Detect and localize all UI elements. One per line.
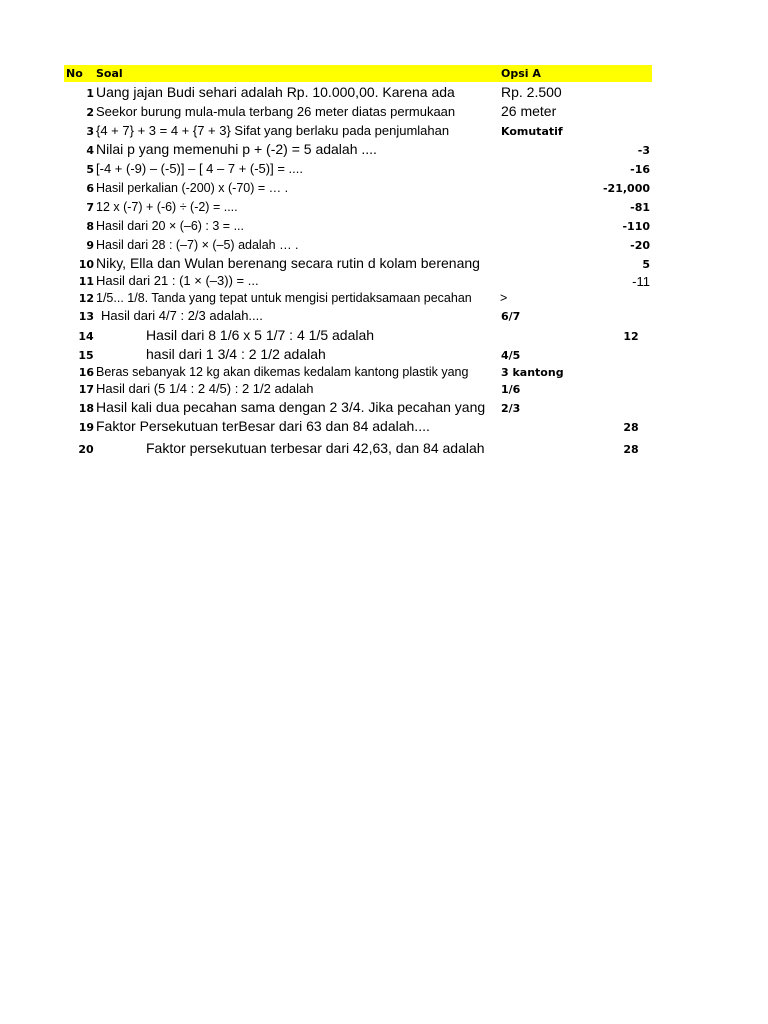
table-row <box>64 235 652 254</box>
option-a-cell[interactable]: -20 <box>630 239 650 252</box>
option-a-cell[interactable]: 3 kantong <box>501 366 564 379</box>
option-a-cell[interactable]: Rp. 2.500 <box>501 84 562 100</box>
row-number-cell[interactable]: 2 <box>86 106 94 119</box>
row-number-cell[interactable]: 18 <box>78 402 94 415</box>
header-opsi-a[interactable]: Opsi A <box>501 67 541 80</box>
row-number-cell[interactable]: 11 <box>78 275 94 288</box>
table-row <box>64 216 652 235</box>
question-cell[interactable]: Uang jajan Budi sehari adalah Rp. 10.000,00. Karena ada <box>96 84 455 100</box>
row-number-cell[interactable]: 7 <box>86 201 94 214</box>
question-cell[interactable]: 1/5... 1/8. Tanda yang tepat untuk mengisi pertidaksamaan pecahan <box>96 291 472 305</box>
row-number-cell[interactable]: 3 <box>86 125 94 138</box>
question-cell[interactable]: Faktor Persekutuan terBesar dari 63 dan 84 adalah.... <box>96 418 430 434</box>
header-soal[interactable]: Soal <box>96 67 123 80</box>
question-cell[interactable]: Hasil dari 28 : (–7) × (–5) adalah … . <box>96 238 299 252</box>
question-cell[interactable]: Hasil perkalian (-200) x (-70) = … . <box>96 181 289 195</box>
question-cell[interactable]: Seekor burung mula-mula terbang 26 meter diatas permukaan <box>96 104 456 119</box>
question-cell[interactable]: Beras sebanyak 12 kg akan dikemas kedalam kantong plastik yang <box>96 365 469 379</box>
option-a-cell[interactable]: 4/5 <box>501 349 521 362</box>
row-number-cell[interactable]: 16 <box>78 366 94 379</box>
question-cell[interactable]: Hasil dari 4/7 : 2/3 adalah.... <box>101 308 263 323</box>
option-a-cell[interactable]: 5 <box>642 258 650 271</box>
table-row <box>64 121 652 140</box>
table-row <box>64 102 652 121</box>
option-a-cell[interactable]: Komutatif <box>501 125 563 138</box>
row-number-cell[interactable]: 10 <box>78 258 94 271</box>
row-number-cell[interactable]: 1 <box>86 87 94 100</box>
table-row <box>64 436 652 458</box>
table-row <box>64 325 652 345</box>
table-row <box>64 140 652 159</box>
question-cell[interactable]: Hasil kali dua pecahan sama dengan 2 3/4. Jika pecahan yang <box>96 399 486 415</box>
option-a-cell[interactable]: 1/6 <box>501 383 521 396</box>
question-cell[interactable]: [-4 + (-9) – (-5)] – [ 4 – 7 + (-5)] = .... <box>96 161 303 176</box>
row-number-cell[interactable]: 4 <box>86 144 94 157</box>
table-row <box>64 197 652 216</box>
table-row <box>64 178 652 197</box>
table-row <box>64 417 652 436</box>
row-number-cell[interactable]: 5 <box>86 163 94 176</box>
spreadsheet <box>64 65 652 456</box>
row-number-cell[interactable]: 8 <box>86 220 94 233</box>
question-cell[interactable]: Hasil dari 8 1/6 x 5 1/7 : 4 1/5 adalah <box>146 327 375 343</box>
option-a-cell[interactable]: 6/7 <box>501 310 521 323</box>
table-row <box>64 398 652 417</box>
option-a-cell[interactable]: 28 <box>623 421 639 434</box>
row-number-cell[interactable]: 20 <box>78 443 94 456</box>
question-cell[interactable]: Niky, Ella dan Wulan berenang secara rutin d kolam berenang <box>96 255 480 271</box>
row-number-cell[interactable]: 17 <box>78 383 94 396</box>
row-number-cell[interactable]: 15 <box>78 349 94 362</box>
header-row <box>64 65 652 82</box>
question-cell[interactable]: {4 + 7} + 3 = 4 + {7 + 3} Sifat yang berlaku pada penjumlahan <box>96 123 450 138</box>
row-number-cell[interactable]: 19 <box>78 421 94 434</box>
option-a-cell[interactable]: -110 <box>622 220 650 233</box>
option-a-cell[interactable]: 12 <box>623 330 639 343</box>
question-cell[interactable]: hasil dari 1 3/4 : 2 1/2 adalah <box>146 346 326 362</box>
question-cell[interactable]: Faktor persekutuan terbesar dari 42,63, dan 84 adalah <box>146 440 485 456</box>
question-cell[interactable]: Hasil dari (5 1/4 : 2 4/5) : 2 1/2 adalah <box>96 381 314 396</box>
question-cell[interactable]: Hasil dari 21 : (1 × (–3)) = ... <box>96 273 259 288</box>
row-number-cell[interactable]: 14 <box>78 330 94 343</box>
table-row <box>64 364 652 381</box>
option-a-cell[interactable]: -21,000 <box>602 182 650 195</box>
question-cell[interactable]: Nilai p yang memenuhi p + (-2) = 5 adalah .... <box>96 141 377 157</box>
table-row <box>64 254 652 273</box>
row-number-cell[interactable]: 9 <box>86 239 94 252</box>
table-row <box>64 381 652 398</box>
table-row <box>64 273 652 290</box>
option-a-cell[interactable]: -11 <box>632 274 650 289</box>
option-a-cell[interactable]: 2/3 <box>501 402 521 415</box>
option-a-cell[interactable]: 26 meter <box>501 103 557 119</box>
question-cell[interactable]: 12 x (-7) + (-6) ÷ (-2) = .... <box>96 200 238 214</box>
option-a-cell[interactable]: > <box>500 291 508 305</box>
table-row <box>64 345 652 364</box>
header-no[interactable]: No <box>66 67 83 80</box>
table-row <box>64 159 652 178</box>
option-a-cell[interactable]: -81 <box>630 201 650 214</box>
option-a-cell[interactable]: 28 <box>623 443 639 456</box>
table-row <box>64 290 652 307</box>
row-number-cell[interactable]: 13 <box>78 310 94 323</box>
option-a-cell[interactable]: -3 <box>637 144 650 157</box>
row-number-cell[interactable]: 6 <box>86 182 94 195</box>
row-number-cell[interactable]: 12 <box>78 292 94 305</box>
option-a-cell[interactable]: -16 <box>630 163 650 176</box>
table-row <box>64 83 652 102</box>
table-row <box>64 307 652 325</box>
question-cell[interactable]: Hasil dari 20 × (–6) : 3 = ... <box>96 219 244 233</box>
